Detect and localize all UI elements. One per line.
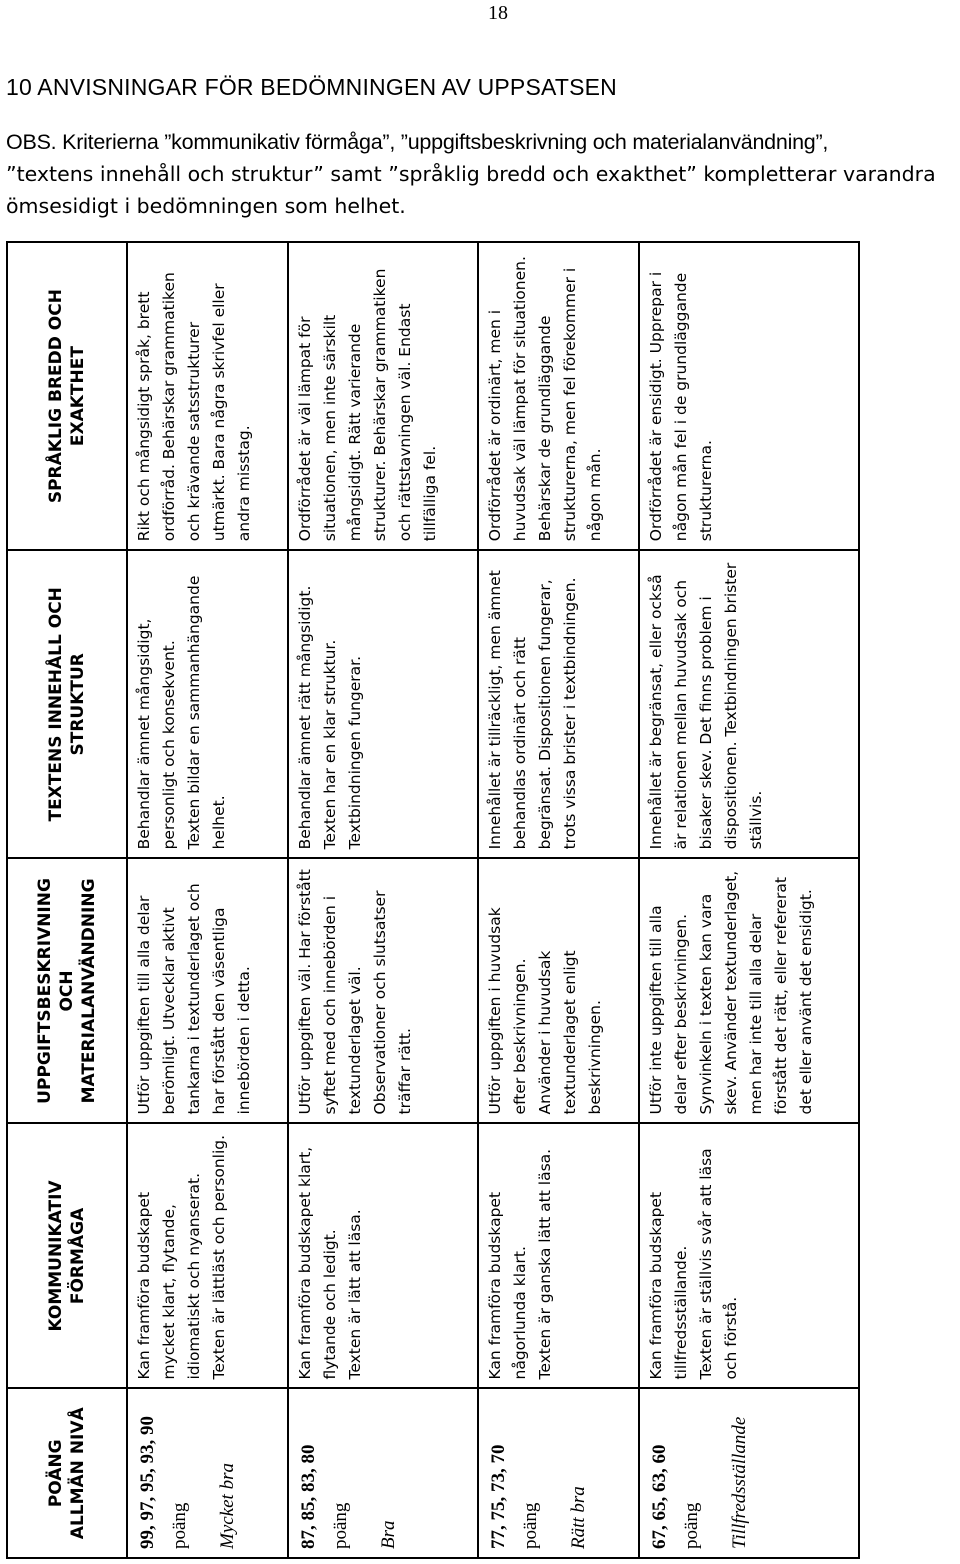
points: 87, 85, 83, 80: [297, 1444, 319, 1549]
grade: Mycket bra: [217, 1463, 238, 1549]
points-word: poäng: [520, 1502, 542, 1549]
content-cell: Behandlar ämnet mångsidigt, personligt och konsekvent. Texten bildar en sammanhängande helhet.: [127, 550, 288, 858]
communicative-cell: Kan framföra budskapet klart, flytande och ledigt. Texten är lätt att läsa.: [288, 1123, 478, 1388]
level-cell: [288, 1389, 478, 1559]
header-content: TEXTENS INNEHÅLL OCH STRUKTUR: [7, 550, 127, 858]
header-level: POÄNG ALLMÄN NIVÅ: [7, 1389, 127, 1559]
content-cell: Innehållet är begränsat, eller också är relationen mellan huvudsak och bisaker skev. Det finns problem i dispositionen. Textbindningen brister ställvis.: [639, 550, 859, 858]
level-cell: [639, 1389, 859, 1559]
task-cell: Utför uppgiften till alla delar berömligt. Utvecklar aktivt tankarna i textunderlaget och har förstått den väsentliga innebörden i detta.: [127, 858, 288, 1123]
language-cell: Ordförrådet är ensidigt. Upprepar i någon mån fel i de grundläggande strukturerna.: [639, 242, 859, 550]
header-row: [7, 242, 127, 1558]
language-cell: Ordförrådet är väl lämpat för situationen, men inte särskilt mångsidigt. Rätt varierande strukturer. Behärskar grammatiken och rättstavningen väl. Endast tillfälliga fel.: [288, 242, 478, 550]
intro-line-3: ömsesidigt i bedömningen som helhet.: [6, 194, 406, 218]
intro-paragraph: [6, 126, 956, 222]
task-cell: Utför inte uppgiften till alla delar efter beskrivningen. Synvinkeln i texten kan vara skev. Använder textunderlaget, men har inte till alla delar förstått det rätt, eller refererat det eller använt det ensidigt.: [639, 858, 859, 1123]
table-row: [639, 242, 859, 1558]
table-row: [288, 242, 478, 1558]
table-row: [478, 242, 639, 1558]
header-task: UPPGIFTSBESKRIVNING OCH MATERIALANVÄNDNING: [7, 858, 127, 1123]
criteria-table-container: [6, 241, 860, 1559]
header-communicative: KOMMUNIKATIV FÖRMÅGA: [7, 1123, 127, 1388]
page-number: 18: [488, 2, 508, 24]
intro-line-1: OBS. Kriterierna ”kommunikativ förmåga”, ”uppgiftsbeskrivning och materialanvändning”,: [6, 130, 829, 154]
criteria-table: [6, 241, 860, 1559]
level-cell: [478, 1389, 639, 1559]
intro-line-2: ”textens innehåll och struktur” samt ”språklig bredd och exakthet” kompletterar varandra: [6, 162, 936, 186]
level-cell: [127, 1389, 288, 1559]
points-word: poäng: [169, 1502, 190, 1549]
communicative-cell: Kan framföra budskapet någorlunda klart. Texten är ganska lätt att läsa.: [478, 1123, 639, 1388]
grade: Rätt bra: [568, 1486, 590, 1549]
language-cell: Ordförrådet är ordinärt, men i huvudsak väl lämpat för situationen. Behärskar de grundläggande strukturerna, men fel förekommer i någon mån.: [478, 242, 639, 550]
points-word: poäng: [329, 1502, 351, 1549]
section-heading: 10 ANVISNINGAR FÖR BEDÖMNINGEN AV UPPSATSEN: [6, 74, 617, 100]
points: 99, 97, 95, 93, 90: [137, 1416, 158, 1549]
points-word: poäng: [680, 1502, 702, 1549]
points: 77, 75, 73, 70: [488, 1444, 510, 1549]
content-cell: Innehållet är tillräckligt, men ämnet behandlas ordinärt och rätt begränsat. Dispositionen fungerar, trots vissa brister i textbindningen.: [478, 550, 639, 858]
table-row: [127, 242, 288, 1558]
communicative-cell: Kan framföra budskapet tillfredsställande. Texten är ställvis svår att läsa och förstå.: [639, 1123, 859, 1388]
grade: Tillfredsställande: [728, 1416, 750, 1549]
task-cell: Utför uppgiften väl. Har förstått syftet med och innebörden i textunderlaget väl. Observationer och slutsatser träffar rätt.: [288, 858, 478, 1123]
communicative-cell: Kan framföra budskapet mycket klart, flytande, idiomatiskt och nyanserat. Texten är lättläst och personlig.: [127, 1123, 288, 1388]
task-cell: Utför uppgiften i huvudsak efter beskrivningen. Använder i huvudsak textunderlaget enligt beskrivningen.: [478, 858, 639, 1123]
content-cell: Behandlar ämnet rätt mångsidigt. Texten har en klar struktur. Textbindningen fungerar.: [288, 550, 478, 858]
points: 67, 65, 63, 60: [648, 1444, 670, 1549]
language-cell: Rikt och mångsidigt språk, brett ordförråd. Behärskar grammatiken och krävande satsstrukturer utmärkt. Bara några skrivfel eller andra misstag.: [127, 242, 288, 550]
grade: Bra: [377, 1520, 399, 1549]
header-language: SPRÅKLIG BREDD OCH EXAKTHET: [7, 242, 127, 550]
